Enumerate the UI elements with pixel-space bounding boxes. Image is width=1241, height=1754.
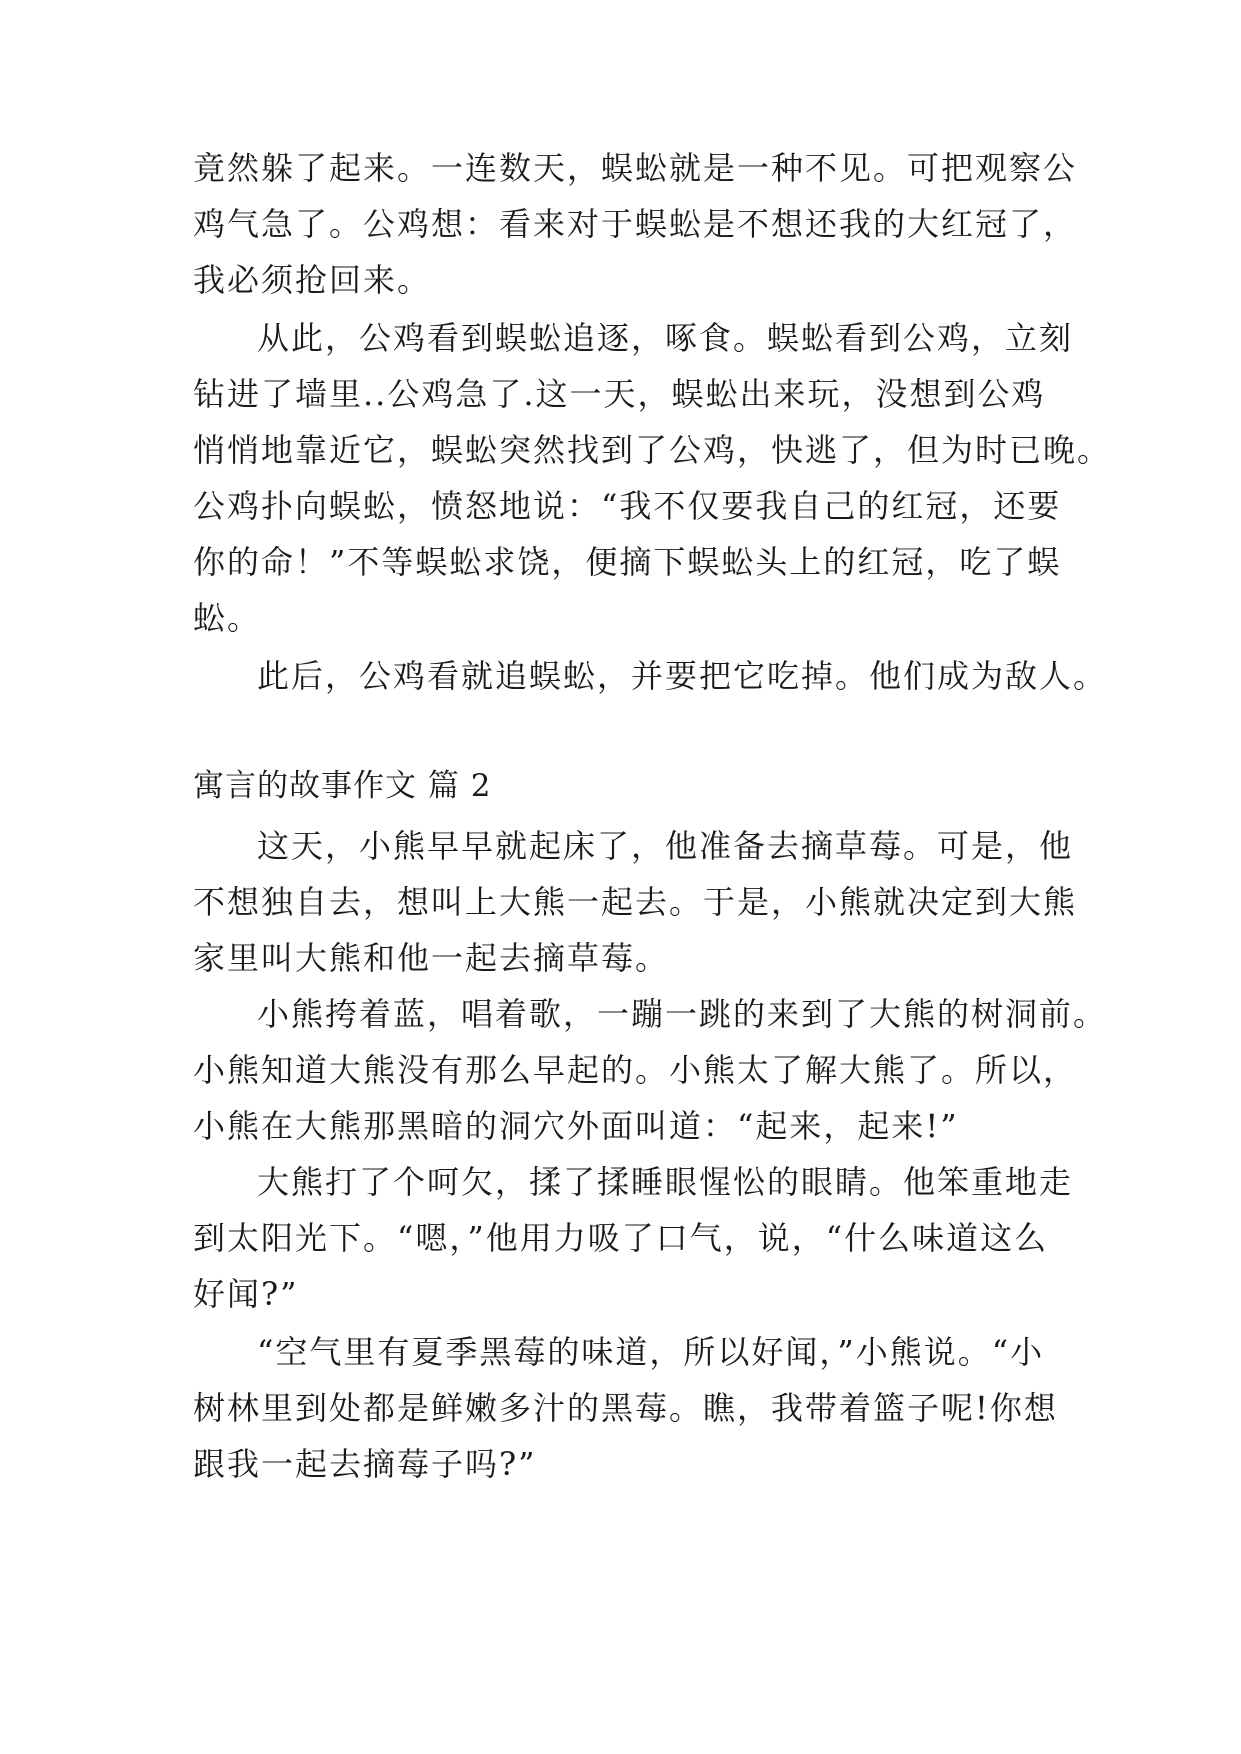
paragraph-line: 好闻?” xyxy=(193,1275,299,1313)
paragraph-line: 这天，小熊早早就起床了，他准备去摘草莓。可是，他 xyxy=(257,827,1074,865)
paragraph-line: 到太阳光下。“嗯，”他用力吸了口气，说，“什么味道这么 xyxy=(193,1219,1049,1257)
paragraph-line: 跟我一起去摘莓子吗?” xyxy=(193,1445,537,1483)
paragraph-line: 你的命！”不等蜈蚣求饶，便摘下蜈蚣头上的红冠，吃了蜈 xyxy=(193,543,1062,581)
paragraph-line: 不想独自去，想叫上大熊一起去。于是，小熊就决定到大熊 xyxy=(193,883,1078,921)
paragraph-line: 蚣。 xyxy=(193,599,262,637)
paragraph-line: 竟然躲了起来。一连数天，蜈蚣就是一种不见。可把观察公 xyxy=(193,149,1078,187)
paragraph-line: 小熊知道大熊没有那么早起的。小熊太了解大熊了。所以， xyxy=(193,1051,1078,1089)
paragraph-line: 我必须抢回来。 xyxy=(193,261,432,299)
paragraph-line: 大熊打了个呵欠，揉了揉睡眼惺忪的眼睛。他笨重地走 xyxy=(257,1163,1074,1201)
paragraph-line: 鸡气急了。公鸡想：看来对于蜈蚣是不想还我的大红冠了， xyxy=(193,205,1078,243)
paragraph-line: 钻进了墙里..公鸡急了.这一天，蜈蚣出来玩，没想到公鸡 xyxy=(193,375,1046,413)
paragraph-line: 小熊挎着蓝，唱着歌，一蹦一跳的来到了大熊的树洞前。 xyxy=(257,995,1108,1033)
paragraph-line: 悄悄地靠近它，蜈蚣突然找到了公鸡，快逃了，但为时已晚。 xyxy=(193,431,1112,469)
paragraph-line: “空气里有夏季黑莓的味道，所以好闻，”小熊说。“小 xyxy=(257,1333,1045,1371)
paragraph-line: 此后，公鸡看就追蜈蚣，并要把它吃掉。他们成为敌人。 xyxy=(257,657,1108,695)
paragraph-line: 从此，公鸡看到蜈蚣追逐，啄食。蜈蚣看到公鸡，立刻 xyxy=(257,319,1074,357)
paragraph-line: 小熊在大熊那黑暗的洞穴外面叫道：“起来，起来!” xyxy=(193,1107,959,1145)
paragraph-line: 树林里到处都是鲜嫩多汁的黑莓。瞧，我带着篮子呢!你想 xyxy=(193,1389,1058,1427)
paragraph-line: 公鸡扑向蜈蚣，愤怒地说：“我不仅要我自己的红冠，还要 xyxy=(193,487,1062,525)
paragraph-line: 家里叫大熊和他一起去摘草莓。 xyxy=(193,939,670,977)
section-heading: 寓言的故事作文 篇 2 xyxy=(193,768,492,804)
